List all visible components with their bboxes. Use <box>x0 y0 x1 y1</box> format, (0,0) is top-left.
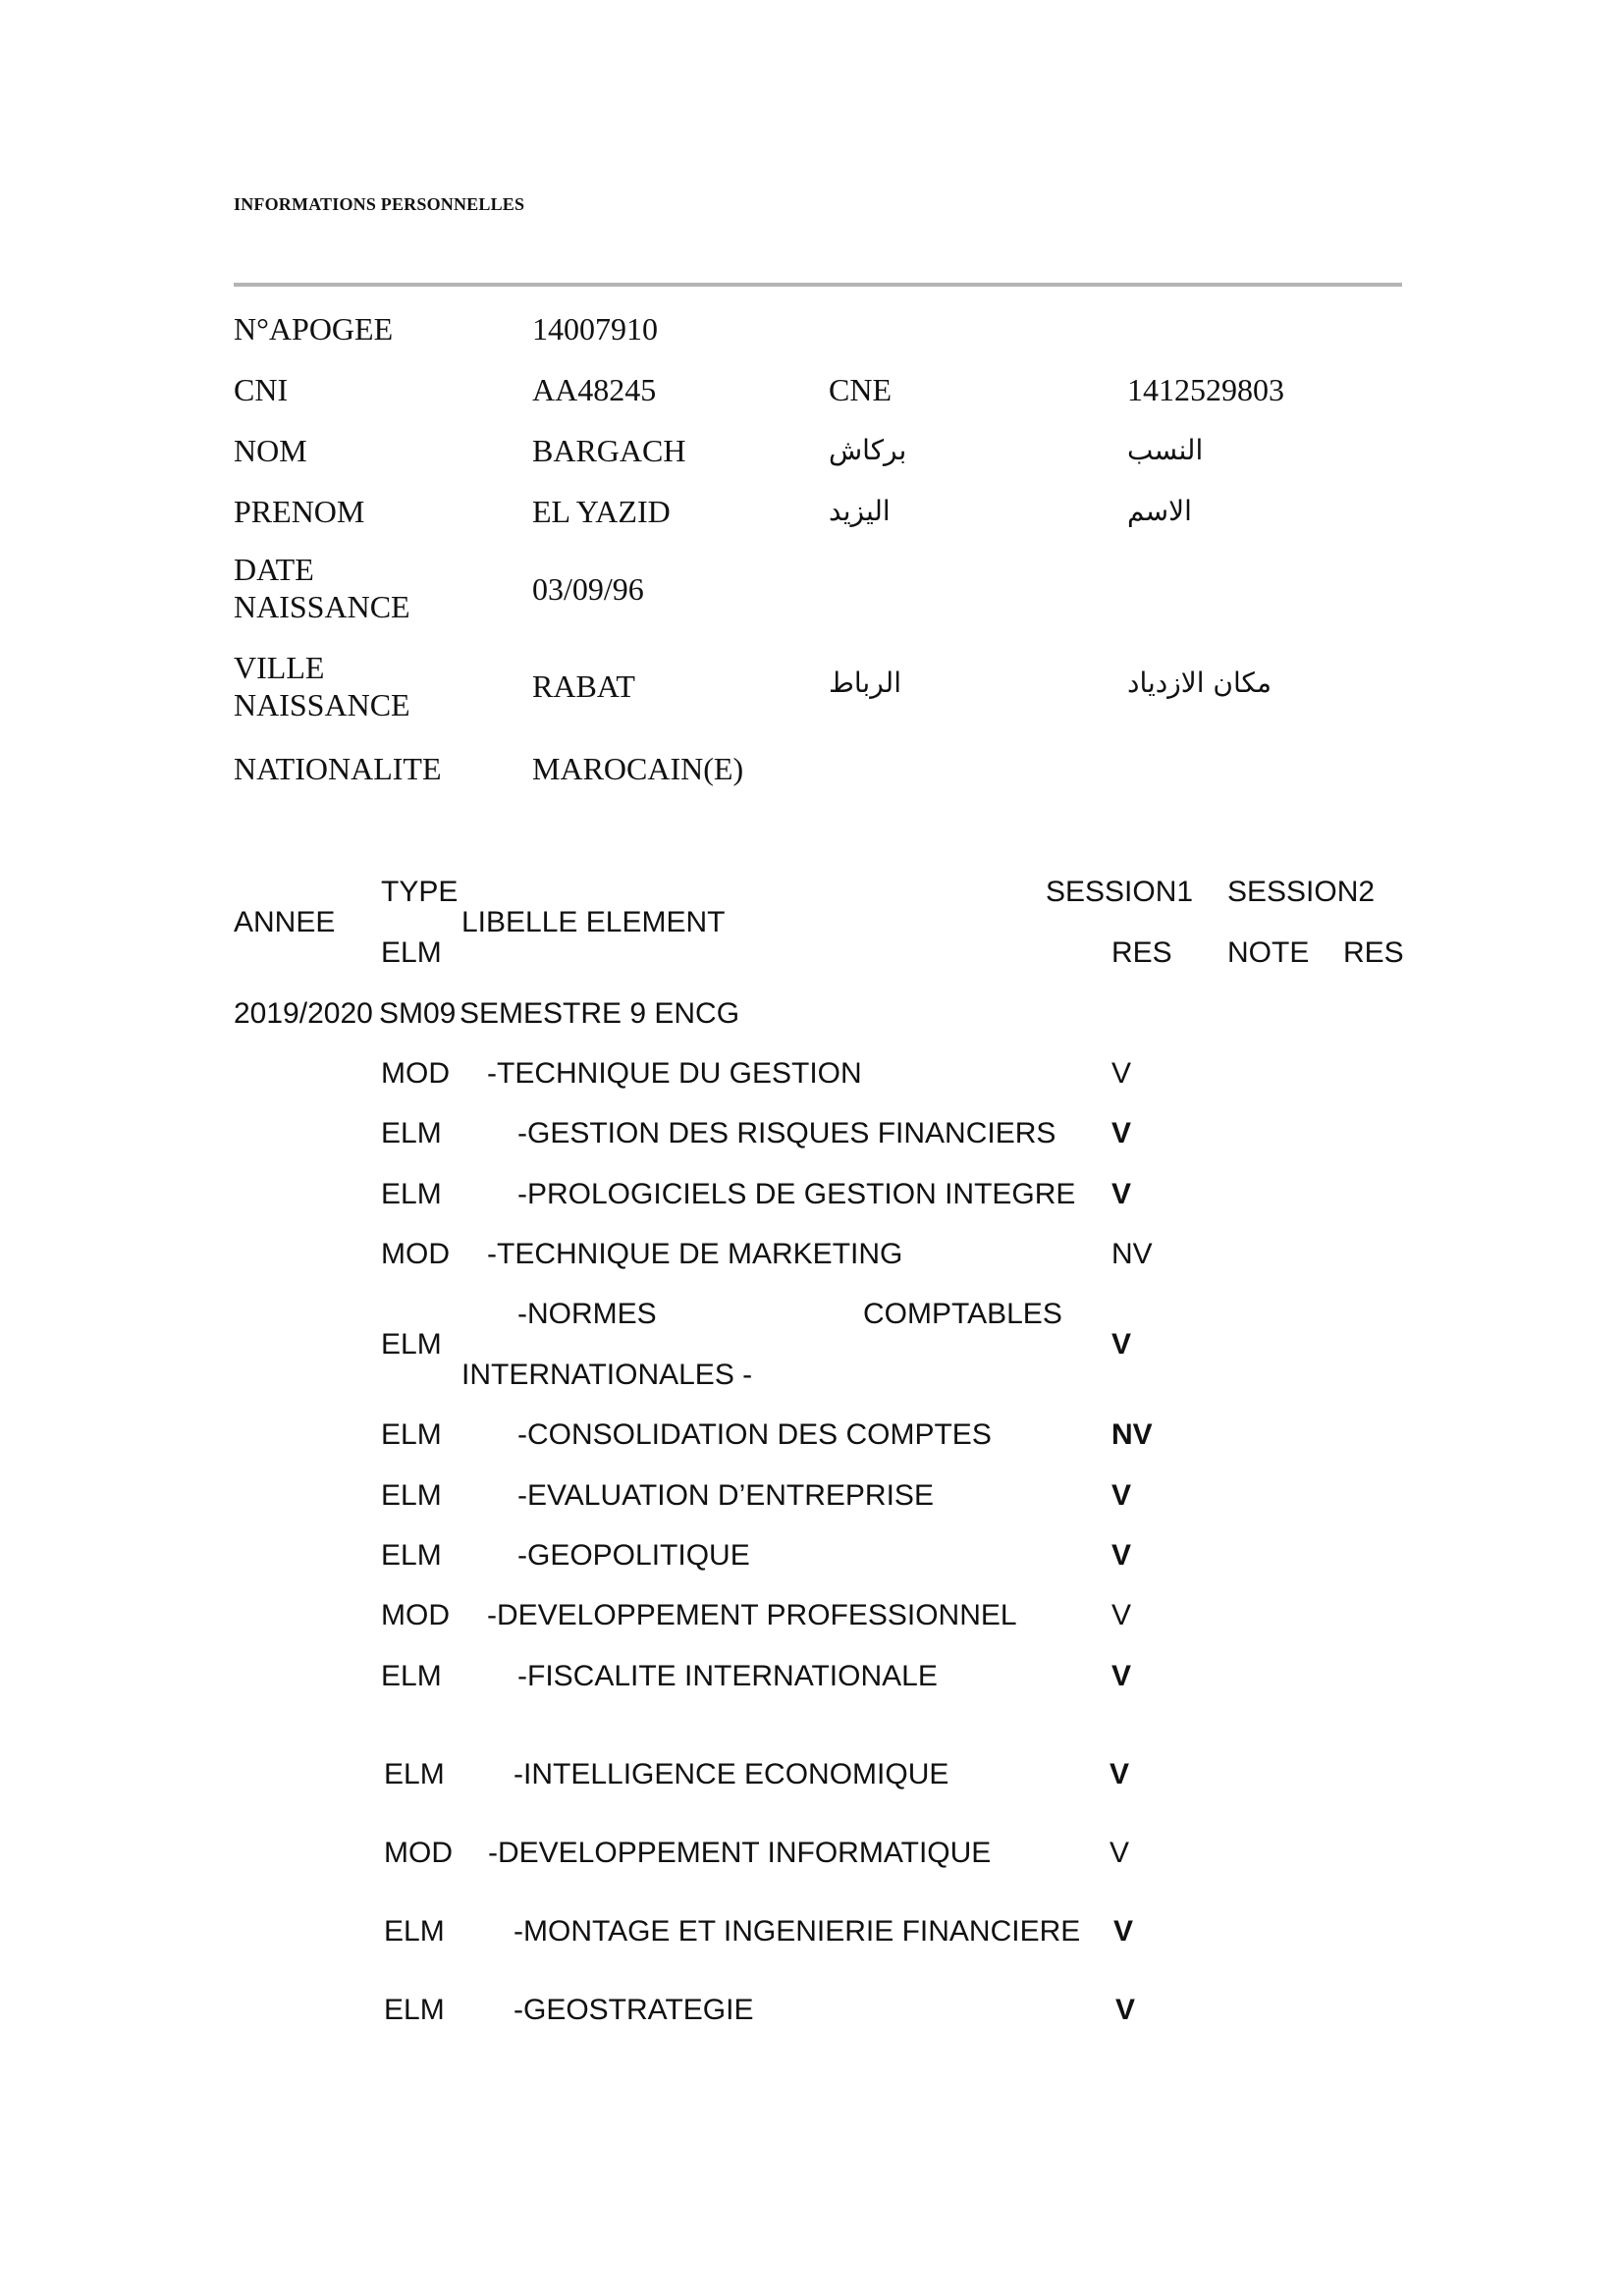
info-label: CNI <box>234 372 289 407</box>
row-type: MOD <box>384 1837 453 1869</box>
info-label-arabic: النسب <box>1127 434 1204 466</box>
row-res: V <box>1111 1660 1132 1692</box>
row-type: MOD <box>381 1238 450 1270</box>
row-type: ELM <box>384 1915 445 1948</box>
row-label: -EVALUATION D’ENTREPRISE <box>517 1479 934 1512</box>
heading-divider <box>234 283 1402 287</box>
header-type: TYPE <box>381 876 459 908</box>
row-res: NV <box>1111 1418 1153 1451</box>
row-label: -NORMES <box>517 1298 657 1330</box>
header-session1-res: RES <box>1111 936 1172 969</box>
row-label: -GEOPOLITIQUE <box>517 1539 750 1572</box>
info-value: MAROCAIN(E) <box>532 751 744 786</box>
row-type: ELM <box>381 1418 442 1451</box>
info-label: VILLE <box>234 650 325 685</box>
semester-code: SM09 <box>379 997 457 1030</box>
info-value-secondary: 1412529803 <box>1127 372 1284 407</box>
row-label: -FISCALITE INTERNATIONALE <box>517 1660 938 1692</box>
info-label: NATIONALITE <box>234 751 442 786</box>
info-value: BARGACH <box>532 433 686 468</box>
row-label: -TECHNIQUE DU GESTION <box>487 1057 862 1090</box>
header-session2-res: RES <box>1343 936 1404 969</box>
header-libelle: LIBELLE ELEMENT <box>461 906 726 938</box>
row-type: ELM <box>384 1994 445 2026</box>
info-label: DATE <box>234 552 314 587</box>
row-res: V <box>1111 1328 1132 1361</box>
info-value-arabic: بركاش <box>829 434 907 466</box>
row-res: V <box>1111 1539 1132 1572</box>
row-res: NV <box>1111 1238 1153 1270</box>
info-label-arabic: مكان الازدياد <box>1127 667 1272 699</box>
row-type: ELM <box>381 1660 442 1692</box>
row-label: -GESTION DES RISQUES FINANCIERS <box>517 1117 1056 1149</box>
info-row-ville-naissance <box>234 650 1402 724</box>
info-label: PRENOM <box>234 494 365 529</box>
row-label: -MONTAGE ET INGENIERIE FINANCIERE <box>514 1915 1081 1948</box>
info-label: NAISSANCE <box>234 687 410 722</box>
row-type: MOD <box>381 1057 450 1090</box>
header-session2-note: NOTE <box>1227 936 1310 969</box>
row-res: V <box>1110 1758 1130 1790</box>
page-heading: INFORMATIONS PERSONNELLES <box>234 194 525 214</box>
row-res: V <box>1115 1994 1136 2026</box>
header-session2: SESSION2 <box>1227 876 1376 908</box>
row-res: V <box>1111 1479 1132 1512</box>
info-value-arabic: اليزيد <box>829 495 891 527</box>
info-value: RABAT <box>532 668 635 704</box>
header-type-elm: ELM <box>381 936 442 969</box>
info-value: 03/09/96 <box>532 571 644 607</box>
row-label: INTERNATIONALES - <box>461 1359 753 1391</box>
info-row-date-naissance <box>234 552 1402 626</box>
info-label: NOM <box>234 433 307 468</box>
row-label: -DEVELOPPEMENT INFORMATIQUE <box>488 1837 992 1869</box>
row-type: ELM <box>381 1479 442 1512</box>
info-value: EL YAZID <box>532 494 671 529</box>
row-type: ELM <box>381 1178 442 1210</box>
info-label: NAISSANCE <box>234 589 410 624</box>
row-label: -PROLOGICIELS DE GESTION INTEGRE <box>517 1178 1076 1210</box>
semester-annee: 2019/2020 <box>234 997 373 1030</box>
row-label: -TECHNIQUE DE MARKETING <box>487 1238 903 1270</box>
info-label-secondary: CNE <box>829 372 892 407</box>
row-res: V <box>1111 1057 1132 1090</box>
row-res: V <box>1111 1599 1132 1631</box>
row-type: MOD <box>381 1599 450 1631</box>
row-res: V <box>1113 1915 1134 1948</box>
info-label: N°APOGEE <box>234 311 394 347</box>
row-res: V <box>1111 1178 1132 1210</box>
info-value: 14007910 <box>532 311 658 347</box>
row-label: -GEOSTRATEGIE <box>514 1994 754 2026</box>
row-label: COMPTABLES <box>863 1298 1062 1330</box>
row-type: ELM <box>381 1539 442 1572</box>
header-session1: SESSION1 <box>1046 876 1194 908</box>
row-res: V <box>1110 1837 1130 1869</box>
semester-label: SEMESTRE 9 ENCG <box>460 997 740 1030</box>
info-label-arabic: الاسم <box>1127 495 1192 527</box>
row-label: -INTELLIGENCE ECONOMIQUE <box>514 1758 949 1790</box>
row-label: -CONSOLIDATION DES COMPTES <box>517 1418 992 1451</box>
row-type: ELM <box>384 1758 445 1790</box>
header-annee: ANNEE <box>234 906 336 938</box>
row-type: ELM <box>381 1117 442 1149</box>
row-res: V <box>1111 1117 1132 1149</box>
row-type: ELM <box>381 1328 442 1361</box>
row-label: -DEVELOPPEMENT PROFESSIONNEL <box>487 1599 1017 1631</box>
info-value-arabic: الرباط <box>829 667 901 699</box>
info-value: AA48245 <box>532 372 657 407</box>
